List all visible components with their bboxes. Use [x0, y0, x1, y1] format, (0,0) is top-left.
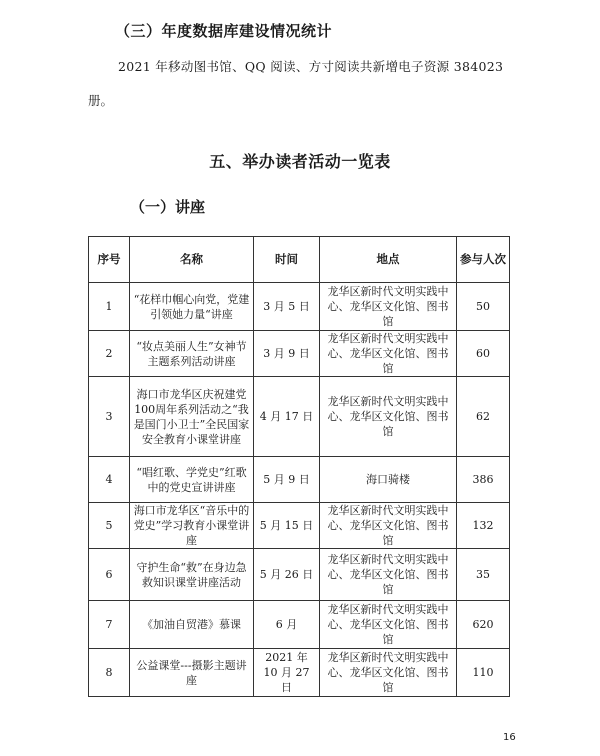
cell-no: 7: [89, 601, 130, 649]
cell-no: 2: [89, 331, 130, 377]
cell-count: 110: [457, 649, 510, 697]
section-title-activities: 五、举办读者活动一览表: [209, 152, 391, 171]
cell-name: “唱红歌、学党史”红歌中的党史宣讲讲座: [130, 457, 254, 503]
cell-count: 132: [457, 503, 510, 549]
cell-count: 60: [457, 331, 510, 377]
table-row: [89, 377, 510, 457]
cell-place: 龙华区新时代文明实践中心、龙华区文化馆、图书馆: [320, 331, 457, 377]
cell-count: 620: [457, 601, 510, 649]
cell-time: 3 月 9 日: [254, 331, 320, 377]
paragraph-line-1: 2021 年移动图书馆、QQ 阅读、方寸阅读共新增电子资源 384023: [118, 59, 504, 74]
header-name: 名称: [130, 237, 254, 283]
table-row: [89, 283, 510, 331]
lecture-table: [88, 236, 510, 697]
cell-count: 35: [457, 549, 510, 601]
table-row: [89, 331, 510, 377]
cell-place: 龙华区新时代文明实践中心、龙华区文化馆、图书馆: [320, 549, 457, 601]
table-row: [89, 649, 510, 697]
cell-name: 海口市龙华区庆祝建党100周年系列活动之“我是国门小卫士”全民国家安全教育小课堂讲座: [130, 377, 254, 457]
cell-time: 4 月 17 日: [254, 377, 320, 457]
cell-no: 5: [89, 503, 130, 549]
cell-place: 龙华区新时代文明实践中心、龙华区文化馆、图书馆: [320, 503, 457, 549]
cell-name: 《加油自贸港》慕课: [130, 601, 254, 649]
cell-no: 8: [89, 649, 130, 697]
cell-no: 4: [89, 457, 130, 503]
cell-no: 1: [89, 283, 130, 331]
header-place: 地点: [320, 237, 457, 283]
table-header-row: [89, 237, 510, 283]
section-title-database: （三）年度数据库建设情况统计: [115, 22, 333, 40]
subsection-title-lectures: （一）讲座: [130, 198, 206, 216]
cell-count: 50: [457, 283, 510, 331]
cell-time: 3 月 5 日: [254, 283, 320, 331]
page-number: 16: [503, 732, 516, 743]
cell-time: 5 月 26 日: [254, 549, 320, 601]
table-row: [89, 457, 510, 503]
cell-time: 5 月 9 日: [254, 457, 320, 503]
header-no: 序号: [89, 237, 130, 283]
cell-place: 龙华区新时代文明实践中心、龙华区文化馆、图书馆: [320, 601, 457, 649]
header-time: 时间: [254, 237, 320, 283]
cell-time: 6 月: [254, 601, 320, 649]
cell-time: 5 月 15 日: [254, 503, 320, 549]
cell-name: 公益课堂---摄影主题讲座: [130, 649, 254, 697]
cell-no: 6: [89, 549, 130, 601]
paragraph-line-2: 册。: [88, 93, 114, 108]
cell-place: 龙华区新时代文明实践中心、龙华区文化馆、图书馆: [320, 377, 457, 457]
cell-name: 守护生命“救”在身边急救知识课堂讲座活动: [130, 549, 254, 601]
cell-name: “妆点美丽人生”女神节主题系列活动讲座: [130, 331, 254, 377]
cell-count: 62: [457, 377, 510, 457]
table-row: [89, 549, 510, 601]
cell-time: 2021 年 10 月 27 日: [254, 649, 320, 697]
cell-place: 龙华区新时代文明实践中心、龙华区文化馆、图书馆: [320, 283, 457, 331]
cell-name: “花样巾帼心向党，党建引领她力量“讲座: [130, 283, 254, 331]
cell-name: 海口市龙华区“音乐中的党史”学习教育小课堂讲座: [130, 503, 254, 549]
cell-no: 3: [89, 377, 130, 457]
cell-place: 龙华区新时代文明实践中心、龙华区文化馆、图书馆: [320, 649, 457, 697]
header-count: 参与人次: [457, 237, 510, 283]
table-row: [89, 503, 510, 549]
cell-count: 386: [457, 457, 510, 503]
table-row: [89, 601, 510, 649]
cell-place: 海口骑楼: [320, 457, 457, 503]
